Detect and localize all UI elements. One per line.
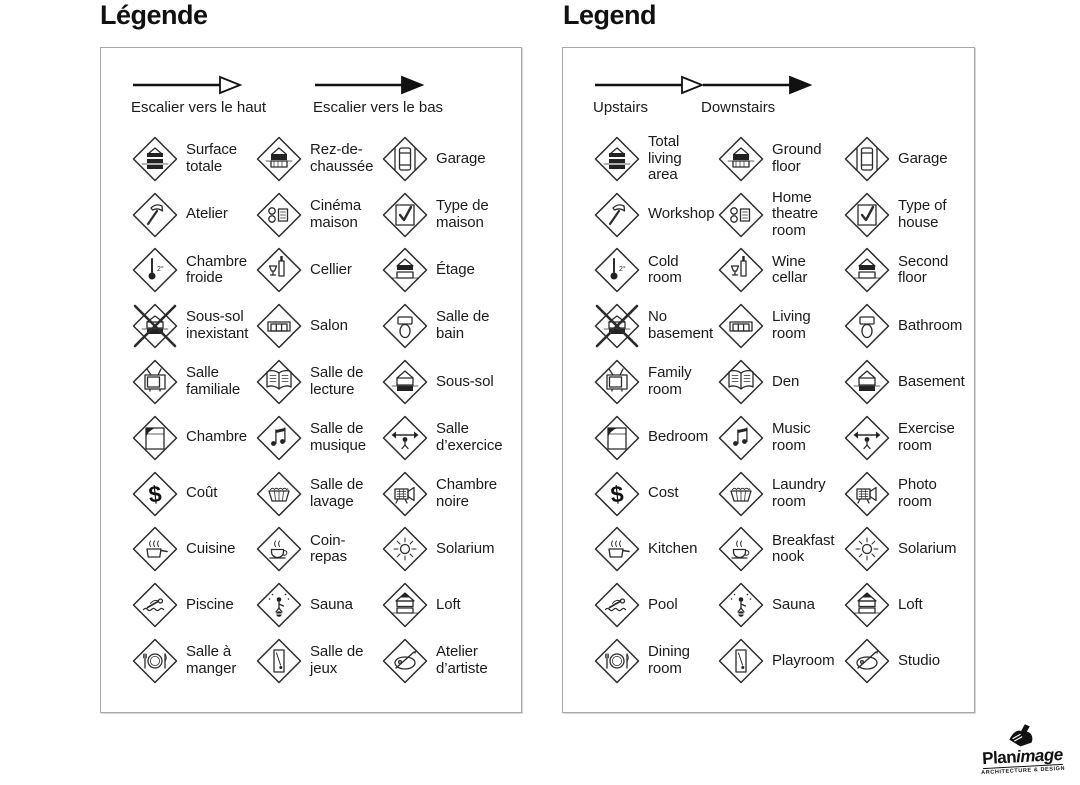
planimage-brand-bold: Plan (981, 747, 1017, 769)
legend-item-label: Music room (772, 420, 811, 454)
legend-panel-english (562, 47, 975, 713)
legend-item-label: Second floor (898, 252, 949, 287)
stairs-arrows (131, 74, 495, 116)
family-room-icon (593, 358, 641, 406)
legend-item (717, 577, 843, 633)
basement-icon (843, 358, 891, 406)
legend-item (717, 354, 843, 410)
stairs-arrow-label: Escalier vers le haut (131, 99, 267, 116)
legend-item-label: Cold room (648, 252, 682, 287)
music-room-icon (255, 414, 303, 462)
legend-item-label: Den (772, 372, 800, 390)
legend-item (255, 354, 381, 410)
second-floor-icon (843, 246, 891, 294)
legend-item (131, 577, 255, 633)
stairs-down-arrow-icon (701, 74, 813, 96)
legend-item-label: Ground floor (772, 141, 822, 175)
legend-item-label: Salon (310, 316, 348, 334)
legend-item (255, 131, 381, 187)
dining-room-icon (593, 637, 641, 685)
legend-item-label: Cinéma maison (310, 196, 362, 231)
home-theatre-icon (717, 191, 765, 239)
legend-item-label: Cost (648, 484, 679, 502)
ground-floor-icon (717, 135, 765, 183)
legend-item-label: Piscine (186, 595, 234, 613)
legend-item (381, 298, 517, 354)
playroom-icon (255, 637, 303, 685)
legend-item-label: Wine cellar (772, 252, 808, 287)
home-theatre-icon (255, 191, 303, 239)
legend-item (843, 410, 970, 466)
legend-item (843, 522, 970, 578)
planimage-logo (971, 719, 1074, 776)
legend-item (381, 522, 517, 578)
legend-item (593, 522, 717, 578)
legend-item-label: Garage (898, 149, 948, 167)
laundry-room-icon (717, 470, 765, 518)
legend-item (593, 354, 717, 410)
legend-item (593, 410, 717, 466)
legend-item-label: Coût (186, 484, 218, 502)
pool-icon (131, 581, 179, 629)
legend-panel-french (100, 47, 522, 713)
garage-icon (843, 135, 891, 183)
legend-item (381, 131, 517, 187)
wine-cellar-icon (255, 246, 303, 294)
loft-icon (843, 581, 891, 629)
legend-item-label: Loft (898, 595, 923, 613)
legend-item-label: Sauna (310, 595, 353, 613)
kitchen-icon (131, 525, 179, 573)
second-floor-icon (381, 246, 429, 294)
legend-item (131, 410, 255, 466)
wine-cellar-icon (717, 246, 765, 294)
legend-item-label: Atelier d’artiste (436, 643, 488, 678)
legend-grid (131, 131, 517, 689)
legend-item (843, 131, 970, 187)
legend-item (717, 466, 843, 522)
legend-item-label: Type of house (898, 196, 947, 231)
svg-text:2°: 2° (157, 266, 164, 274)
legend-item-label: Chambre noire (436, 475, 497, 510)
legend-item (593, 131, 717, 187)
den-icon (717, 358, 765, 406)
type-of-house-icon (843, 191, 891, 239)
legend-item-label: No basement (648, 308, 714, 343)
cost-icon (131, 470, 179, 518)
legend-item-label: Salle à manger (186, 643, 237, 678)
legend-item-label: Pool (648, 595, 678, 613)
legend-item (843, 243, 970, 299)
legend-item-label: Chambre froide (186, 252, 247, 287)
laundry-room-icon (255, 470, 303, 518)
legend-item (131, 131, 255, 187)
workshop-icon (131, 191, 179, 239)
legend-item (381, 577, 517, 633)
legend-item (131, 466, 255, 522)
legend-item (131, 187, 255, 243)
living-room-icon (717, 302, 765, 350)
legend-item-label: Total living area (648, 132, 682, 184)
legend-item-label: Basement (898, 372, 965, 390)
legend-item-label: Chambre (186, 428, 247, 446)
garage-icon (381, 135, 429, 183)
cost-icon (593, 470, 641, 518)
legend-item-label: Coin-repas (310, 531, 348, 566)
legend-item-label: Playroom (772, 651, 835, 669)
legend-item (843, 633, 970, 689)
legend-item-label: Bedroom (648, 428, 709, 446)
legend-item-label: Kitchen (648, 540, 698, 558)
legend-item-label: Sauna (772, 595, 815, 613)
legend-item (131, 522, 255, 578)
legend-item-label: Breakfast nook (772, 531, 835, 566)
legend-item (131, 633, 255, 689)
legend-item-label: Salle de lecture (310, 364, 364, 399)
legend-item-label: Garage (436, 149, 486, 167)
legend-item (593, 633, 717, 689)
legend-item (381, 243, 517, 299)
solarium-icon (381, 525, 429, 573)
family-room-icon (131, 358, 179, 406)
playroom-icon (717, 637, 765, 685)
bathroom-icon (843, 302, 891, 350)
legend-item-label: Solarium (898, 540, 957, 558)
stairs-up-arrow-icon (593, 74, 705, 96)
legend-item (255, 577, 381, 633)
legend-item (593, 243, 717, 299)
solarium-icon (843, 525, 891, 573)
studio-icon (381, 637, 429, 685)
planimage-brand-italic: image (1015, 744, 1064, 767)
legend-item-label: Salle de jeux (310, 643, 364, 678)
legend-item (255, 243, 381, 299)
legend-item (843, 466, 970, 522)
stairs-arrow-label: Downstairs (701, 99, 776, 116)
legend-item-label: Loft (436, 595, 461, 613)
legend-item (717, 187, 843, 243)
legend-item-label: Dining room (648, 643, 690, 678)
legend-item (381, 187, 517, 243)
breakfast-nook-icon (255, 525, 303, 573)
stairs-arrow-label: Escalier vers le bas (313, 99, 444, 116)
legend-item (843, 187, 970, 243)
legend-title-french: Légende (100, 0, 208, 30)
planimage-logo-icon (1004, 721, 1039, 749)
kitchen-icon (593, 525, 641, 573)
legend-item-label: Living room (772, 308, 811, 343)
legend-item (717, 410, 843, 466)
legend-item (381, 410, 517, 466)
legend-item-label: Surface totale (186, 141, 237, 175)
legend-item-label: Salle d’exercice (436, 420, 503, 454)
bedroom-icon (593, 414, 641, 462)
bedroom-icon (131, 414, 179, 462)
legend-item (255, 522, 381, 578)
workshop-icon (593, 191, 641, 239)
legend-item-label: Exercise room (898, 420, 955, 454)
legend-item-label: Family room (648, 364, 692, 399)
legend-item-label: Laundry room (772, 475, 826, 510)
svg-text:$: $ (147, 480, 163, 508)
no-basement-icon (593, 302, 641, 350)
total-living-area-icon (593, 135, 641, 183)
stairs-down-arrow-icon (313, 74, 425, 96)
legend-item (593, 187, 717, 243)
legend-item-label: Cuisine (186, 540, 236, 558)
svg-text:2°: 2° (619, 266, 626, 274)
legend-item-label: Cellier (310, 261, 352, 279)
legend-title-english: Legend (563, 0, 657, 30)
basement-icon (381, 358, 429, 406)
legend-item-label: Bathroom (898, 316, 963, 334)
legend-item (717, 522, 843, 578)
photo-room-icon (843, 470, 891, 518)
cold-room-icon (131, 246, 179, 294)
photo-room-icon (381, 470, 429, 518)
legend-item (381, 633, 517, 689)
legend-item-label: Salle de musique (310, 420, 366, 454)
legend-item (717, 298, 843, 354)
legend-item (131, 354, 255, 410)
stairs-arrow-item (313, 74, 495, 116)
stairs-arrow-item (701, 74, 809, 116)
cold-room-icon (593, 246, 641, 294)
legend-item-label: Étage (436, 261, 475, 279)
legend-item (255, 298, 381, 354)
legend-item (717, 633, 843, 689)
sauna-icon (255, 581, 303, 629)
exercise-room-icon (843, 414, 891, 462)
den-icon (255, 358, 303, 406)
type-of-house-icon (381, 191, 429, 239)
legend-item-label: Type de maison (436, 196, 489, 231)
breakfast-nook-icon (717, 525, 765, 573)
legend-item (593, 466, 717, 522)
legend-item-label: Salle de bain (436, 308, 490, 343)
legend-item (843, 298, 970, 354)
legend-item (255, 633, 381, 689)
legend-item (255, 410, 381, 466)
legend-item (717, 131, 843, 187)
legend-item-label: Sous-sol inexistant (186, 308, 249, 343)
exercise-room-icon (381, 414, 429, 462)
legend-grid (593, 131, 970, 689)
total-living-area-icon (131, 135, 179, 183)
music-room-icon (717, 414, 765, 462)
legend-item (381, 354, 517, 410)
legend-item (255, 466, 381, 522)
legend-item-label: Studio (898, 651, 940, 669)
stairs-arrow-item (593, 74, 701, 116)
legend-item-label: Sous-sol (436, 372, 494, 390)
stairs-up-arrow-icon (131, 74, 243, 96)
planimage-tagline: ARCHITECTURE & DESIGN (981, 765, 1066, 777)
stairs-arrow-item (131, 74, 313, 116)
legend-item (131, 298, 255, 354)
stairs-arrow-label: Upstairs (593, 99, 649, 116)
legend-item (255, 187, 381, 243)
legend-item (843, 577, 970, 633)
legend-item-label: Atelier (186, 205, 228, 223)
legend-item (593, 577, 717, 633)
legend-item-label: Salle de lavage (310, 475, 364, 510)
legend-item-label: Salle familiale (186, 364, 241, 399)
stairs-arrows (593, 74, 809, 116)
dining-room-icon (131, 637, 179, 685)
legend-item-label: Photo room (898, 475, 937, 510)
pool-icon (593, 581, 641, 629)
legend-item (131, 243, 255, 299)
bathroom-icon (381, 302, 429, 350)
studio-icon (843, 637, 891, 685)
legend-item (593, 298, 717, 354)
loft-icon (381, 581, 429, 629)
legend-item (843, 354, 970, 410)
svg-text:$: $ (609, 480, 625, 508)
legend-item-label: Workshop (648, 205, 715, 223)
legend-item-label: Rez-de-chaussée (310, 141, 374, 175)
ground-floor-icon (255, 135, 303, 183)
legend-item (381, 466, 517, 522)
legend-item-label: Home theatre room (772, 188, 818, 240)
sauna-icon (717, 581, 765, 629)
legend-item-label: Solarium (436, 540, 495, 558)
legend-item (717, 243, 843, 299)
no-basement-icon (131, 302, 179, 350)
living-room-icon (255, 302, 303, 350)
